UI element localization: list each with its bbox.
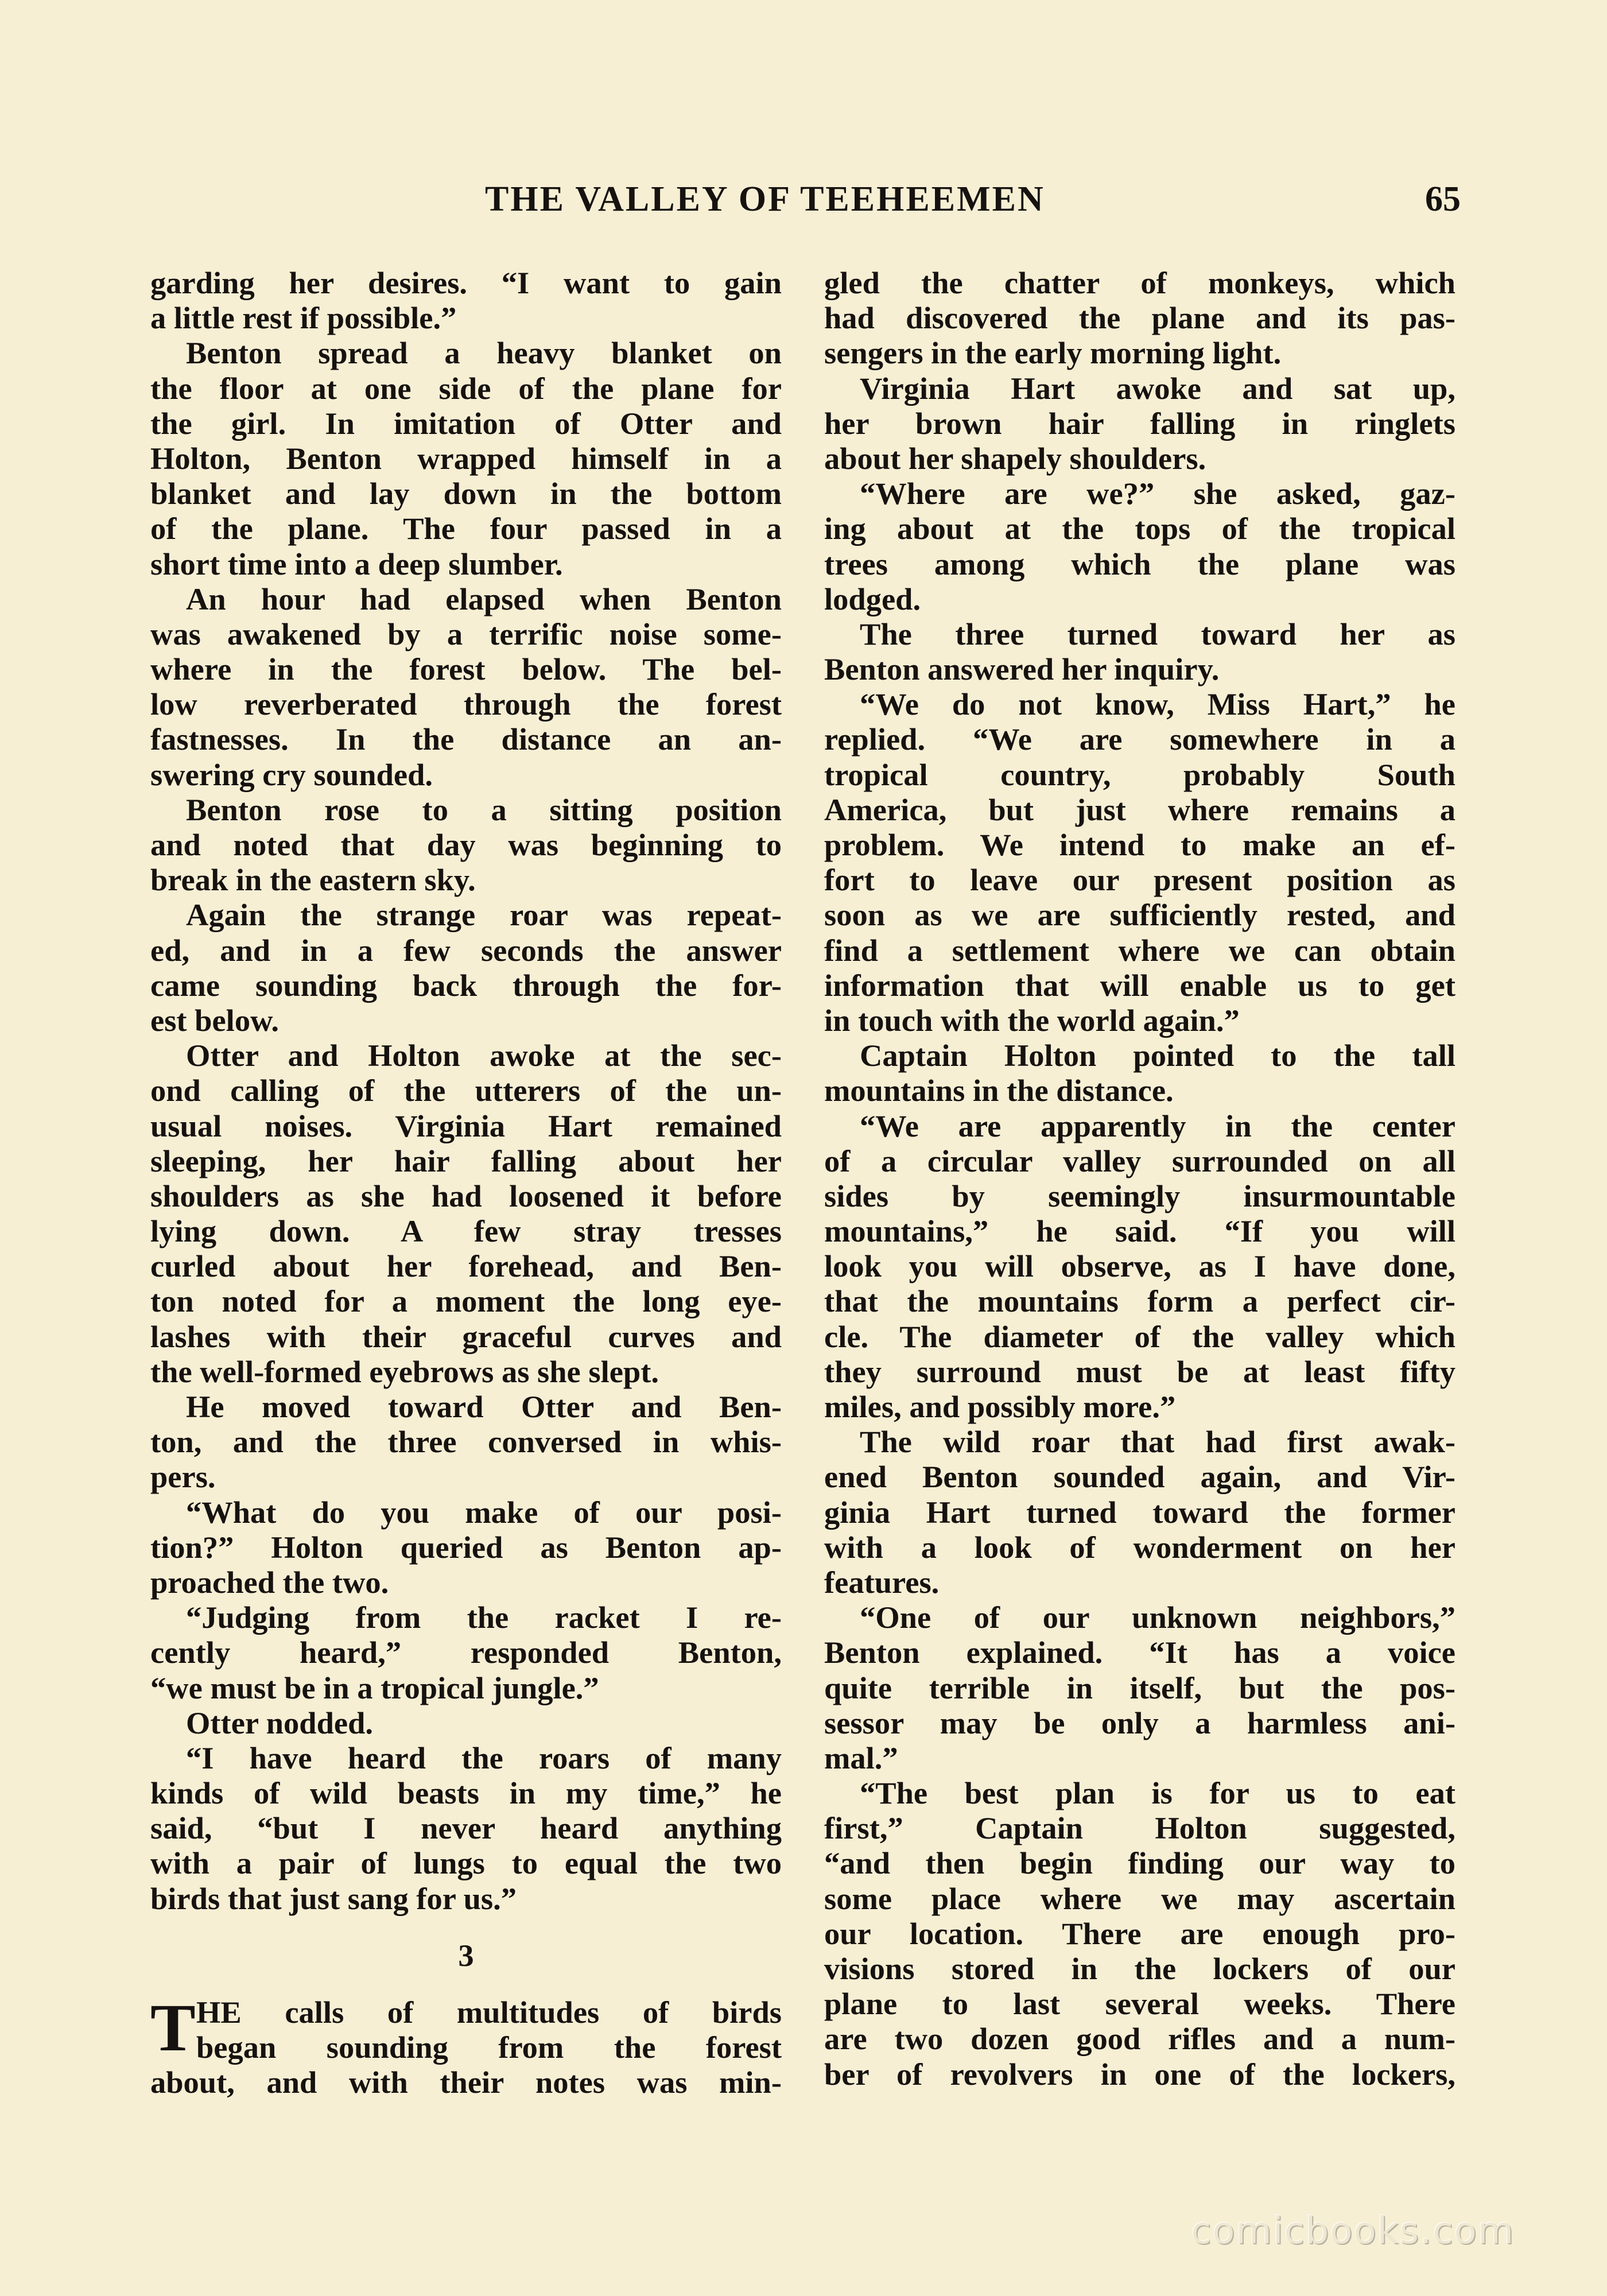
text-line: “One of our unknown neighbors,” [860,1600,1455,1635]
site-watermark: comicbooks.com [1191,2210,1515,2252]
text-line: Benton spread a heavy blanket on [186,335,782,371]
text-line: shoulders as she had loosened it before [150,1178,782,1213]
text-line: ing about at the tops of the tropical [824,511,1455,546]
text-line: they surround must be at least fifty [824,1353,1455,1389]
text-line: about, and with their notes was min- [150,2065,782,2100]
text-line: Again the strange roar was repeat- [186,897,782,933]
text-line: ton, and the three conversed in whis- [150,1424,782,1460]
text-line: Benton explained. “It has a voice [824,1635,1455,1670]
text-line: sleeping, her hair falling about her [150,1143,782,1178]
text-line: a little rest if possible.” [150,300,457,336]
text-line: was awakened by a terrific noise some- [150,616,782,651]
text-line: with a pair of lungs to equal the two [150,1845,782,1881]
text-line: The three turned toward her as [860,616,1455,651]
text-line: had discovered the plane and its pas- [824,300,1455,336]
text-line: garding her desires. “I want to gain [150,265,782,300]
text-line: ened Benton sounded again, and Vir- [824,1459,1455,1495]
text-line: miles, and possibly more.” [824,1389,1176,1424]
text-line: visions stored in the lockers of our [824,1951,1455,1986]
text-line: “Judging from the racket I re- [186,1600,782,1635]
text-line: find a settlement where we can obtain [824,932,1455,968]
text-line: plane to last several weeks. There [824,1986,1455,2022]
text-line: trees among which the plane was [824,546,1455,581]
section-opening-text [150,1990,782,2100]
text-line: lashes with their graceful curves and [150,1318,782,1354]
text-line: short time into a deep slumber. [150,546,563,581]
text-line: mountains in the distance. [824,1073,1174,1108]
page-title: THE VALLEY OF TEEHEEMEN [485,180,1045,219]
text-line: the well-formed eyebrows as she slept. [150,1353,659,1389]
text-line: with a look of wonderment on her [824,1529,1455,1565]
text-line: ed, and in a few seconds the answer [150,932,782,968]
text-line: “we must be in a tropical jungle.” [150,1670,599,1705]
text-line: ond calling of the utterers of the un- [150,1073,782,1108]
text-line: features. [824,1564,940,1600]
text-line: ber of revolvers in one of the lockers, [824,2056,1455,2092]
text-line: quite terrible in itself, but the pos- [824,1670,1455,1705]
text-line: break in the eastern sky. [150,862,476,898]
text-line: of the plane. The four passed in a [150,511,782,546]
text-line: low reverberated through the forest [150,687,782,722]
left-text-column [150,265,782,2100]
text-line: look you will observe, as I have done, [824,1248,1455,1284]
text-line: some place where we may ascertain [824,1880,1455,1916]
text-line: cently heard,” responded Benton, [150,1635,782,1670]
text-line: ton noted for a moment the long eye- [150,1283,782,1319]
drop-cap: T [150,1990,196,2065]
text-line: blanket and lay down in the bottom [150,476,782,511]
text-line: swering cry sounded. [150,757,433,792]
text-line: sessor may be only a harmless ani- [824,1705,1455,1740]
text-line: the girl. In imitation of Otter and [150,405,782,441]
text-line: Otter nodded. [186,1705,374,1740]
text-line: in touch with the world again.” [824,1002,1240,1038]
text-line: kinds of wild beasts in my time,” he [150,1775,782,1811]
section-opening [150,1990,782,2100]
text-line: gled the chatter of monkeys, which [824,265,1455,300]
text-line: “We are apparently in the center [860,1108,1455,1143]
text-line: The wild roar that had first awak- [860,1424,1455,1460]
text-line: mountains,” he said. “If you will [824,1213,1455,1249]
text-line: cle. The diameter of the valley which [824,1318,1455,1354]
text-line: replied. “We are somewhere in a [824,722,1455,757]
text-line: of a circular valley surrounded on all [824,1143,1455,1178]
text-line: “What do you make of our posi- [186,1494,782,1530]
text-line: Virginia Hart awoke and sat up, [860,370,1455,406]
page-number: 65 [1425,180,1461,219]
text-line: Benton answered her inquiry. [824,651,1220,687]
text-line: Benton rose to a sitting position [186,792,782,827]
text-line: and noted that day was beginning to [150,827,782,862]
text-line: est below. [150,1002,280,1038]
text-line: sides by seemingly insurmountable [824,1178,1455,1213]
text-line: Captain Holton pointed to the tall [860,1038,1455,1073]
text-line: proached the two. [150,1564,389,1600]
text-line: lodged. [824,581,921,616]
text-line: mal.” [824,1740,898,1775]
text-line: that the mountains form a perfect cir- [824,1283,1455,1319]
left-column-text [150,265,782,1916]
text-line: Otter and Holton awoke at the sec- [186,1038,782,1073]
text-line: tropical country, probably South [824,757,1455,792]
text-line: fastnesses. In the distance an an- [150,722,782,757]
text-line: soon as we are sufficiently rested, and [824,897,1455,933]
text-line: “The best plan is for us to eat [860,1775,1455,1811]
text-line: about her shapely shoulders. [824,440,1206,476]
text-line: usual noises. Virginia Hart remained [150,1108,782,1143]
text-line: tion?” Holton queried as Benton ap- [150,1529,782,1565]
text-line: our location. There are enough pro- [824,1915,1455,1951]
text-line: began sounding from the forest [196,2030,782,2065]
text-line: said, “but I never heard anything [150,1810,782,1846]
text-line: problem. We intend to make an ef- [824,827,1455,862]
text-line: An hour had elapsed when Benton [186,581,782,616]
text-line: information that will enable us to get [824,967,1455,1003]
text-line: “I have heard the roars of many [186,1740,782,1775]
running-head [152,172,1461,224]
text-line: HE calls of multitudes of birds [196,1995,782,2030]
text-line: her brown hair falling in ringlets [824,405,1455,441]
text-line: first,” Captain Holton suggested, [824,1810,1455,1846]
text-line: lying down. A few stray tresses [150,1213,782,1249]
text-line: “We do not know, Miss Hart,” he [860,687,1455,722]
text-line: the floor at one side of the plane for [150,370,782,406]
section-number: 3 [458,1937,474,1973]
text-line: sengers in the early morning light. [824,335,1282,371]
right-text-column [824,265,1455,2092]
text-line: birds that just sang for us.” [150,1880,517,1916]
text-line: pers. [150,1459,216,1495]
text-line: “and then begin finding our way to [824,1845,1455,1881]
text-line: ginia Hart turned toward the former [824,1494,1455,1530]
text-line: came sounding back through the for- [150,967,782,1003]
text-line: where in the forest below. The bel- [150,651,782,687]
text-line: He moved toward Otter and Ben- [186,1389,782,1424]
text-line: curled about her forehead, and Ben- [150,1248,782,1284]
text-line: Holton, Benton wrapped himself in a [150,440,782,476]
text-line: are two dozen good rifles and a num- [824,2021,1455,2057]
text-line: fort to leave our present position as [824,862,1455,898]
text-line: America, but just where remains a [824,792,1455,827]
text-line: “Where are we?” she asked, gaz- [860,476,1455,511]
